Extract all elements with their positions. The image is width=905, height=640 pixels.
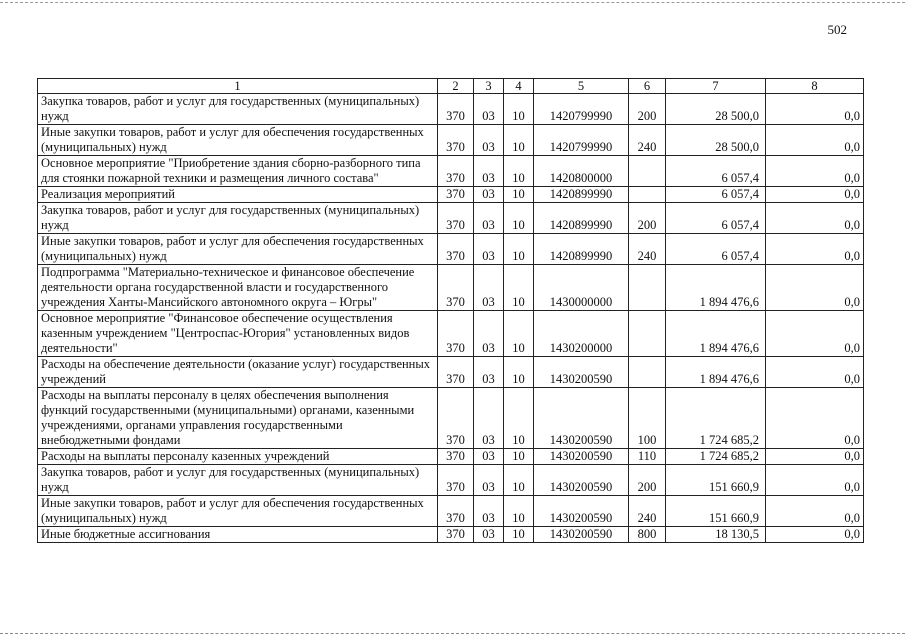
row-amount-8: 0,0 xyxy=(766,187,864,203)
row-code-6: 200 xyxy=(629,203,666,234)
row-amount-8: 0,0 xyxy=(766,311,864,357)
row-amount-7: 6 057,4 xyxy=(666,187,766,203)
row-code-3: 03 xyxy=(474,449,504,465)
row-code-6 xyxy=(629,187,666,203)
row-code-2: 370 xyxy=(438,465,474,496)
row-name: Основное мероприятие "Приобретение здания сборно-разборного типа для стоянки пожарной техники и размещения личного состава" xyxy=(38,156,438,187)
row-code-5: 1420899990 xyxy=(534,203,629,234)
scan-top-edge xyxy=(0,2,905,3)
row-code-2: 370 xyxy=(438,527,474,543)
row-name: Реализация мероприятий xyxy=(38,187,438,203)
table-row xyxy=(38,465,864,496)
row-code-2: 370 xyxy=(438,449,474,465)
table-row xyxy=(38,496,864,527)
row-amount-8: 0,0 xyxy=(766,388,864,449)
row-name: Закупка товаров, работ и услуг для государственных (муниципальных) нужд xyxy=(38,203,438,234)
row-code-5: 1420800000 xyxy=(534,156,629,187)
row-code-5: 1430200590 xyxy=(534,357,629,388)
row-amount-8: 0,0 xyxy=(766,449,864,465)
row-name: Иные закупки товаров, работ и услуг для обеспечения государственных (муниципальных) нужд xyxy=(38,496,438,527)
row-code-2: 370 xyxy=(438,156,474,187)
row-amount-7: 1 724 685,2 xyxy=(666,449,766,465)
budget-table xyxy=(37,78,864,543)
table-row xyxy=(38,388,864,449)
row-amount-7: 1 894 476,6 xyxy=(666,357,766,388)
table-row xyxy=(38,357,864,388)
row-code-5: 1420899990 xyxy=(534,187,629,203)
row-code-3: 03 xyxy=(474,496,504,527)
col-header-6: 6 xyxy=(629,79,666,94)
row-code-5: 1430200590 xyxy=(534,388,629,449)
row-amount-7: 28 500,0 xyxy=(666,125,766,156)
row-code-4: 10 xyxy=(504,234,534,265)
row-code-2: 370 xyxy=(438,234,474,265)
row-name: Расходы на выплаты персоналу казенных учреждений xyxy=(38,449,438,465)
table-row xyxy=(38,94,864,125)
col-header-7: 7 xyxy=(666,79,766,94)
row-code-2: 370 xyxy=(438,496,474,527)
table-row xyxy=(38,449,864,465)
row-name: Подпрограмма "Материально-техническое и финансовое обеспечение деятельности органа государственной власти и государственного учреждения Ханты-Мансийского автономного округа – Югры" xyxy=(38,265,438,311)
row-amount-7: 1 894 476,6 xyxy=(666,311,766,357)
row-amount-8: 0,0 xyxy=(766,94,864,125)
row-name: Иные закупки товаров, работ и услуг для обеспечения государственных (муниципальных) нужд xyxy=(38,234,438,265)
row-code-5: 1420799990 xyxy=(534,125,629,156)
scan-bottom-edge xyxy=(0,633,905,634)
row-code-6: 200 xyxy=(629,94,666,125)
table-row xyxy=(38,203,864,234)
row-code-2: 370 xyxy=(438,265,474,311)
row-code-5: 1420799990 xyxy=(534,94,629,125)
table-row xyxy=(38,125,864,156)
row-code-6 xyxy=(629,265,666,311)
row-code-5: 1430200590 xyxy=(534,496,629,527)
row-code-3: 03 xyxy=(474,203,504,234)
table-row xyxy=(38,311,864,357)
col-header-8: 8 xyxy=(766,79,864,94)
header-row xyxy=(38,79,864,94)
row-amount-7: 6 057,4 xyxy=(666,203,766,234)
row-code-5: 1430200590 xyxy=(534,465,629,496)
row-amount-8: 0,0 xyxy=(766,265,864,311)
row-name: Основное мероприятие "Финансовое обеспечение осуществления казенным учреждением "Центроспас-Югория" установленных видов деятельности" xyxy=(38,311,438,357)
row-amount-8: 0,0 xyxy=(766,234,864,265)
row-code-3: 03 xyxy=(474,94,504,125)
row-code-6: 100 xyxy=(629,388,666,449)
row-code-5: 1430000000 xyxy=(534,265,629,311)
row-code-6: 240 xyxy=(629,125,666,156)
row-code-4: 10 xyxy=(504,187,534,203)
row-amount-8: 0,0 xyxy=(766,527,864,543)
row-amount-8: 0,0 xyxy=(766,496,864,527)
row-code-5: 1430200590 xyxy=(534,527,629,543)
table-row xyxy=(38,187,864,203)
row-amount-8: 0,0 xyxy=(766,357,864,388)
row-code-2: 370 xyxy=(438,125,474,156)
col-header-2: 2 xyxy=(438,79,474,94)
row-amount-7: 6 057,4 xyxy=(666,156,766,187)
row-name: Расходы на выплаты персоналу в целях обеспечения выполнения функций государственными (муниципальными) органами, казенными учреждениями, органами управления государственными внебюджетными фондами xyxy=(38,388,438,449)
row-amount-8: 0,0 xyxy=(766,125,864,156)
row-code-6: 240 xyxy=(629,496,666,527)
row-code-3: 03 xyxy=(474,156,504,187)
row-amount-7: 28 500,0 xyxy=(666,94,766,125)
row-code-2: 370 xyxy=(438,357,474,388)
row-code-4: 10 xyxy=(504,156,534,187)
row-code-5: 1420899990 xyxy=(534,234,629,265)
row-code-2: 370 xyxy=(438,203,474,234)
row-code-6: 240 xyxy=(629,234,666,265)
row-code-2: 370 xyxy=(438,388,474,449)
row-code-3: 03 xyxy=(474,311,504,357)
row-code-4: 10 xyxy=(504,265,534,311)
row-amount-7: 151 660,9 xyxy=(666,496,766,527)
row-code-4: 10 xyxy=(504,496,534,527)
row-code-2: 370 xyxy=(438,311,474,357)
page-number: 502 xyxy=(827,22,847,37)
row-code-6: 800 xyxy=(629,527,666,543)
row-code-3: 03 xyxy=(474,527,504,543)
row-code-6: 200 xyxy=(629,465,666,496)
row-amount-7: 1 724 685,2 xyxy=(666,388,766,449)
row-code-6 xyxy=(629,311,666,357)
table-row xyxy=(38,156,864,187)
col-header-3: 3 xyxy=(474,79,504,94)
row-code-2: 370 xyxy=(438,187,474,203)
row-code-3: 03 xyxy=(474,265,504,311)
row-code-3: 03 xyxy=(474,125,504,156)
row-code-3: 03 xyxy=(474,465,504,496)
row-name: Иные закупки товаров, работ и услуг для обеспечения государственных (муниципальных) нужд xyxy=(38,125,438,156)
col-header-4: 4 xyxy=(504,79,534,94)
row-code-4: 10 xyxy=(504,449,534,465)
col-header-5: 5 xyxy=(534,79,629,94)
row-name: Закупка товаров, работ и услуг для государственных (муниципальных) нужд xyxy=(38,94,438,125)
row-amount-8: 0,0 xyxy=(766,203,864,234)
row-code-6 xyxy=(629,357,666,388)
row-amount-7: 6 057,4 xyxy=(666,234,766,265)
row-amount-8: 0,0 xyxy=(766,465,864,496)
row-code-4: 10 xyxy=(504,388,534,449)
row-code-4: 10 xyxy=(504,465,534,496)
row-code-2: 370 xyxy=(438,94,474,125)
row-code-5: 1430200590 xyxy=(534,449,629,465)
row-name: Расходы на обеспечение деятельности (оказание услуг) государственных учреждений xyxy=(38,357,438,388)
row-code-3: 03 xyxy=(474,187,504,203)
row-code-4: 10 xyxy=(504,311,534,357)
table-row xyxy=(38,527,864,543)
row-code-4: 10 xyxy=(504,527,534,543)
row-code-6 xyxy=(629,156,666,187)
table-row xyxy=(38,234,864,265)
row-name: Закупка товаров, работ и услуг для государственных (муниципальных) нужд xyxy=(38,465,438,496)
row-amount-7: 1 894 476,6 xyxy=(666,265,766,311)
row-code-4: 10 xyxy=(504,125,534,156)
row-code-4: 10 xyxy=(504,203,534,234)
row-code-3: 03 xyxy=(474,357,504,388)
row-code-5: 1430200000 xyxy=(534,311,629,357)
row-code-4: 10 xyxy=(504,357,534,388)
col-header-1: 1 xyxy=(38,79,438,94)
row-amount-7: 151 660,9 xyxy=(666,465,766,496)
row-amount-8: 0,0 xyxy=(766,156,864,187)
row-code-6: 110 xyxy=(629,449,666,465)
row-code-3: 03 xyxy=(474,388,504,449)
row-name: Иные бюджетные ассигнования xyxy=(38,527,438,543)
row-code-3: 03 xyxy=(474,234,504,265)
table-row xyxy=(38,265,864,311)
row-code-4: 10 xyxy=(504,94,534,125)
row-amount-7: 18 130,5 xyxy=(666,527,766,543)
